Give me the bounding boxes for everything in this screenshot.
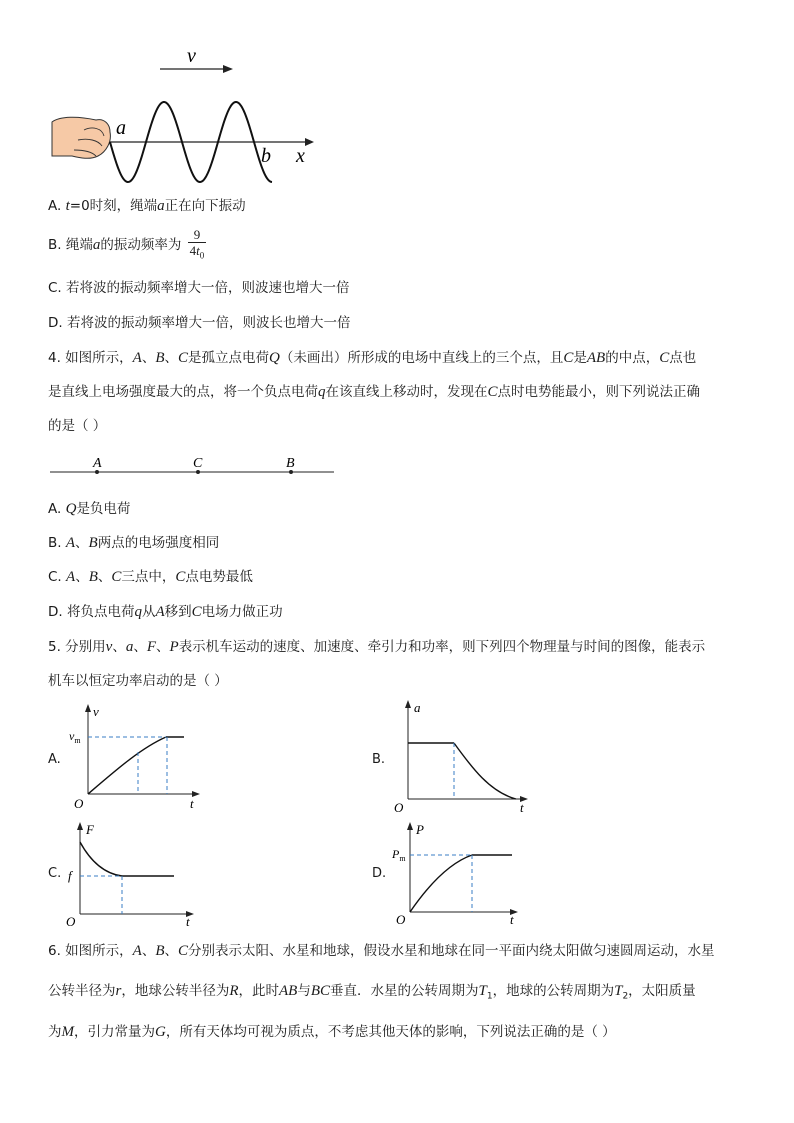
graph-b-y-label: a — [414, 700, 421, 715]
q4-stem-line1: 4. 如图所示，A、B、C是孤立点电荷Q（未画出）所形成的电场中直线上的三个点，且C是AB的中点，C点也 — [48, 350, 697, 366]
x-axis-arrow — [305, 138, 314, 146]
q5-option-a-label: A. — [48, 752, 61, 767]
graph-d-pm-label: $P_m$ — [392, 847, 406, 863]
q4-option-d: D. 将负点电荷q从A移到C电场力做正功 — [48, 604, 283, 620]
q3-option-b: B. 绳端a的振动频率为 $\frac{9}{4t_0}$ — [48, 225, 206, 265]
q5-graph-c — [62, 818, 202, 928]
graph-c-origin: O — [66, 914, 76, 929]
q6-stem-line3: 为M，引力常量为G，所有天体均可视为质点，不考虑其他天体的影响，下列说法正确的是（ ） — [48, 1024, 616, 1040]
q6-stem-line2: 公转半径为r，地球公转半径为R，此时AB与BC垂直．水星的公转周期为$T_1$，地球的公转周期为$T_2$，太阳质量 — [48, 983, 696, 1002]
graph-c-x-label: t — [186, 914, 190, 929]
x-axis-label: x — [296, 145, 305, 167]
frequency-fraction: $\frac{9}{4t_0}$ — [189, 226, 205, 261]
wave-figure — [0, 0, 794, 200]
graph-a-x-label: t — [190, 796, 194, 811]
q5-stem-line2: 机车以恒定功率启动的是（ ） — [48, 673, 228, 689]
graph-d-y-label: P — [416, 822, 424, 837]
q5-graph-b — [390, 696, 535, 816]
graph-c-f-label: f — [68, 868, 72, 883]
graph-d-origin: O — [396, 912, 406, 927]
q5-graph-a — [66, 700, 206, 810]
graph-c-y-label: F — [86, 822, 94, 837]
q3-option-c: C. 若将波的振动频率增大一倍，则波速也增大一倍 — [48, 280, 350, 296]
q5-stem-line1: 5. 分别用v、a、F、P表示机车运动的速度、加速度、牵引力和功率，则下列四个物理量与时间的图像，能表示 — [48, 639, 706, 655]
point-b-label: b — [261, 145, 271, 167]
point-B-label: B — [286, 456, 295, 471]
graph-a-y-label: v — [93, 704, 99, 719]
point-A-label: A — [93, 456, 102, 471]
q4-line-figure — [0, 450, 794, 490]
point-C-label: C — [193, 456, 203, 471]
velocity-label: v — [187, 45, 196, 67]
q5-option-b-label: B. — [372, 752, 386, 767]
hand-icon — [52, 117, 110, 158]
q3-option-d: D. 若将波的振动频率增大一倍，则波长也增大一倍 — [48, 315, 351, 331]
q5-graph-d — [392, 818, 532, 928]
graph-a-origin: O — [74, 796, 84, 811]
q4-option-c: C. A、B、C三点中，C点电势最低 — [48, 569, 253, 585]
q4-stem-line3: 的是（ ） — [48, 418, 107, 434]
q4-option-b: B. A、B两点的电场强度相同 — [48, 535, 220, 551]
graph-b-origin: O — [394, 800, 404, 815]
q5-option-c-label: C. — [48, 866, 62, 881]
point-a-label: a — [116, 117, 126, 139]
graph-d-x-label: t — [510, 912, 514, 927]
q5-option-d-label: D. — [372, 866, 387, 881]
q3-option-a: A. t=0时刻，绳端a正在向下振动 — [48, 198, 246, 214]
q4-option-a: A. Q是负电荷 — [48, 501, 131, 517]
graph-b-x-label: t — [520, 800, 524, 815]
graph-a-vm-label: $v_m$ — [69, 729, 81, 745]
q4-stem-line2: 是直线上电场强度最大的点，将一个负点电荷q在该直线上移动时，发现在C点时电势能最小，则下列说法正确 — [48, 384, 701, 400]
q6-stem-line1: 6. 如图所示，A、B、C分别表示太阳、水星和地球，假设水星和地球在同一平面内绕太阳做匀速圆周运动，水星 — [48, 943, 715, 959]
